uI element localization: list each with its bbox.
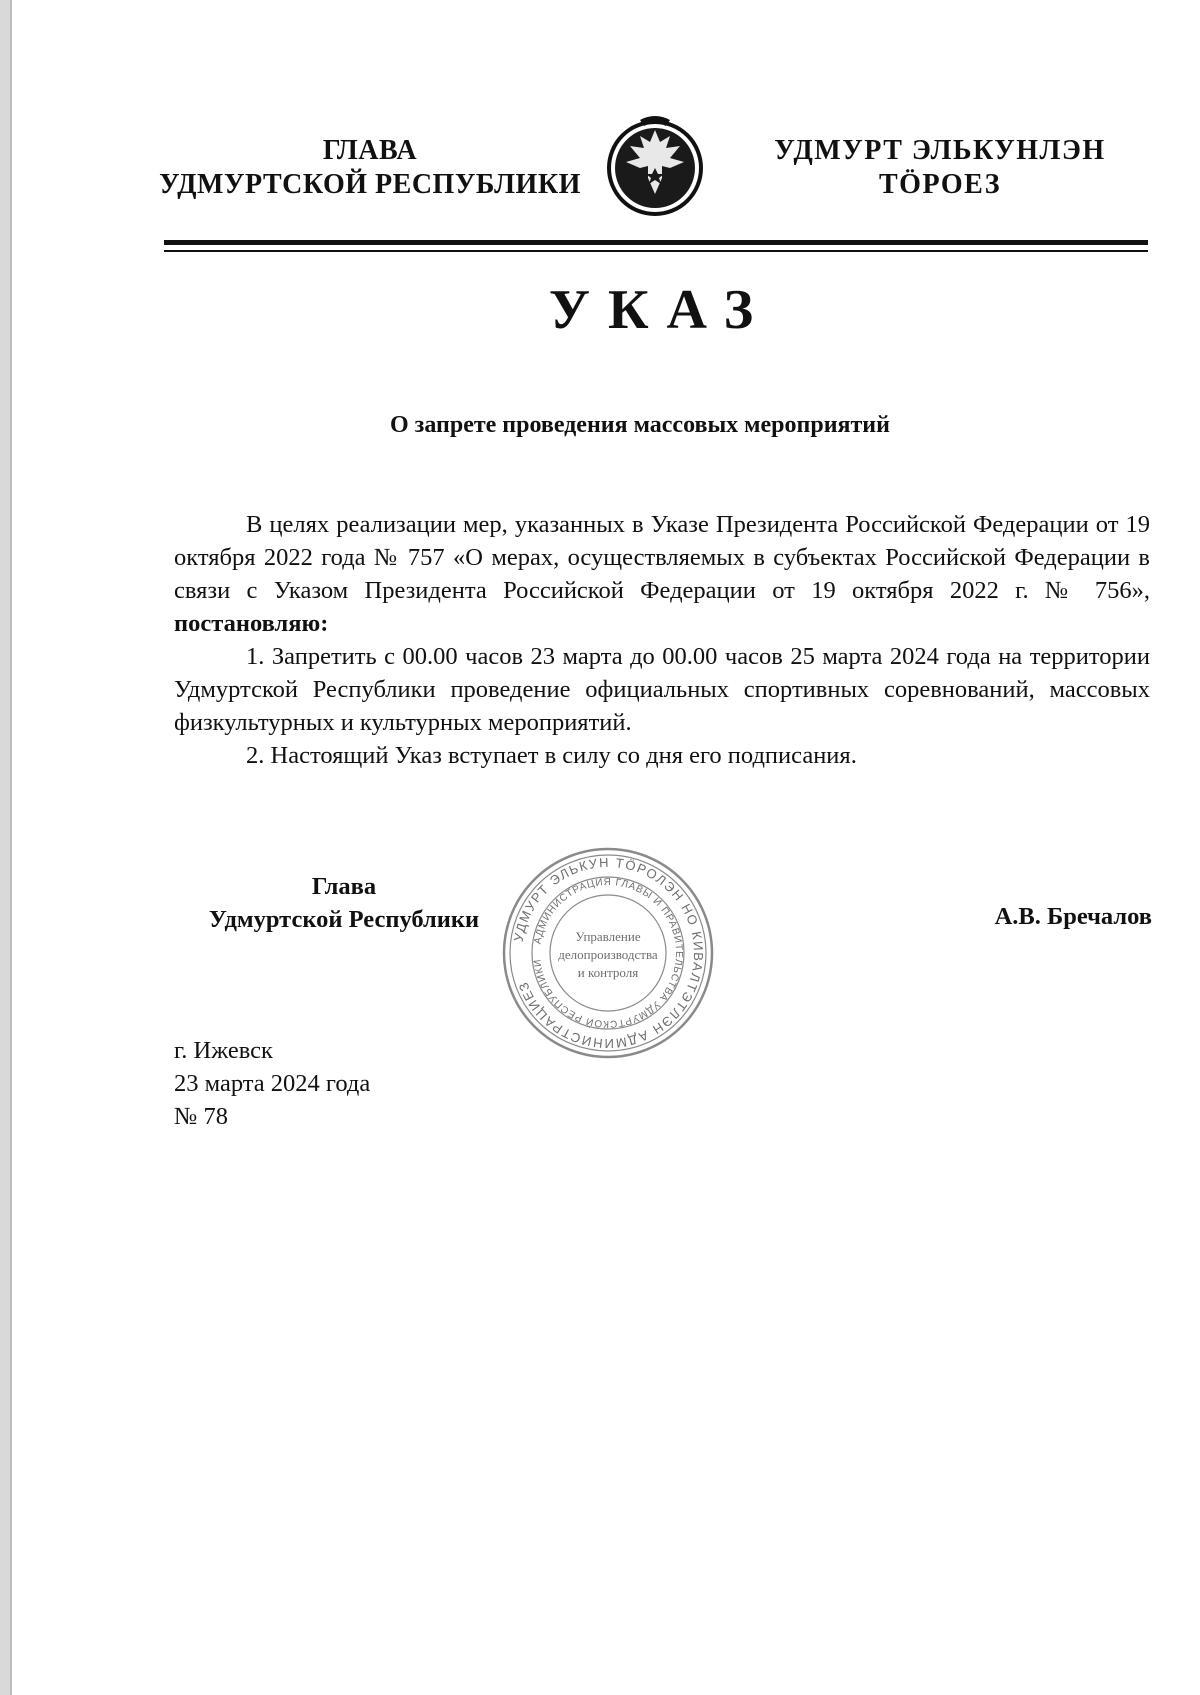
preamble-paragraph [174,508,1150,640]
document-type-title: УКАЗ [548,279,772,341]
document-body [174,508,1150,772]
scan-edge [0,0,10,1695]
signatory-name: А.В. Бречалов [994,903,1152,930]
udmurt-coat-of-arms-icon [600,112,710,217]
document-subject: О запрете проведения массовых мероприятий [390,412,890,438]
header-right-line2: ТӦРОЕЗ [879,169,1001,200]
footer-number: № 78 [174,1103,229,1130]
seal-center-line2: делопроизводства [558,947,658,962]
scan-edge-line [10,0,12,1695]
header-left [150,134,590,202]
seal-center-line1: Управление [575,929,641,944]
header-rule-thin [164,250,1148,252]
signatory-role-line1: Глава [311,873,377,900]
seal-inner-text: АДМИНИСТРАЦИЯ ГЛАВЫ И ПРАВИТЕЛЬСТВА УДМУРТСКОЙ РЕСПУБЛИКИ [532,876,685,1030]
item-1: 1. Запретить с 00.00 часов 23 марта до 00.00 часов 25 марта 2024 года на территории Удмуртской Республики проведение официальных спортивных соревнований, массовых физкультурных и культурных мероприятий. [174,643,1150,736]
seal-center-line3: и контроля [577,965,639,980]
header-right-line1: УДМУРТ ЭЛЬКУНЛЭН [774,135,1106,166]
decree-word: постановляю: [174,610,329,637]
signatory-role-line2: Удмуртской Республики [208,906,480,933]
signatory-role [176,870,512,936]
official-seal-stamp [500,845,716,1061]
header-left-line1: ГЛАВА [322,135,418,166]
document-footer [174,1034,574,1133]
footer-date: 23 марта 2024 года [174,1070,371,1097]
seal-outer-text: УДМУРТ ЭЛЬКУН ТӦРОЛЭН НО КИВАЛТЭТЛЭН АДМИНИСТРАЦИЕЗ [510,854,707,1052]
header-right [760,134,1120,202]
item-2: 2. Настоящий Указ вступает в силу со дня его подписания. [246,742,857,769]
header-rule-thick [164,240,1148,245]
preamble-text: В целях реализации мер, указанных в Указе Президента Российской Федерации от 19 октября 2022 года № 757 «О мерах, осуществляемых в субъектах Российской Федерации в связи с Указом Президента Российской Федерации от 19 октября 2022 г. № 756», [174,511,1150,604]
header-left-line2: УДМУРТСКОЙ РЕСПУБЛИКИ [159,169,581,200]
footer-city: г. Ижевск [174,1037,273,1064]
